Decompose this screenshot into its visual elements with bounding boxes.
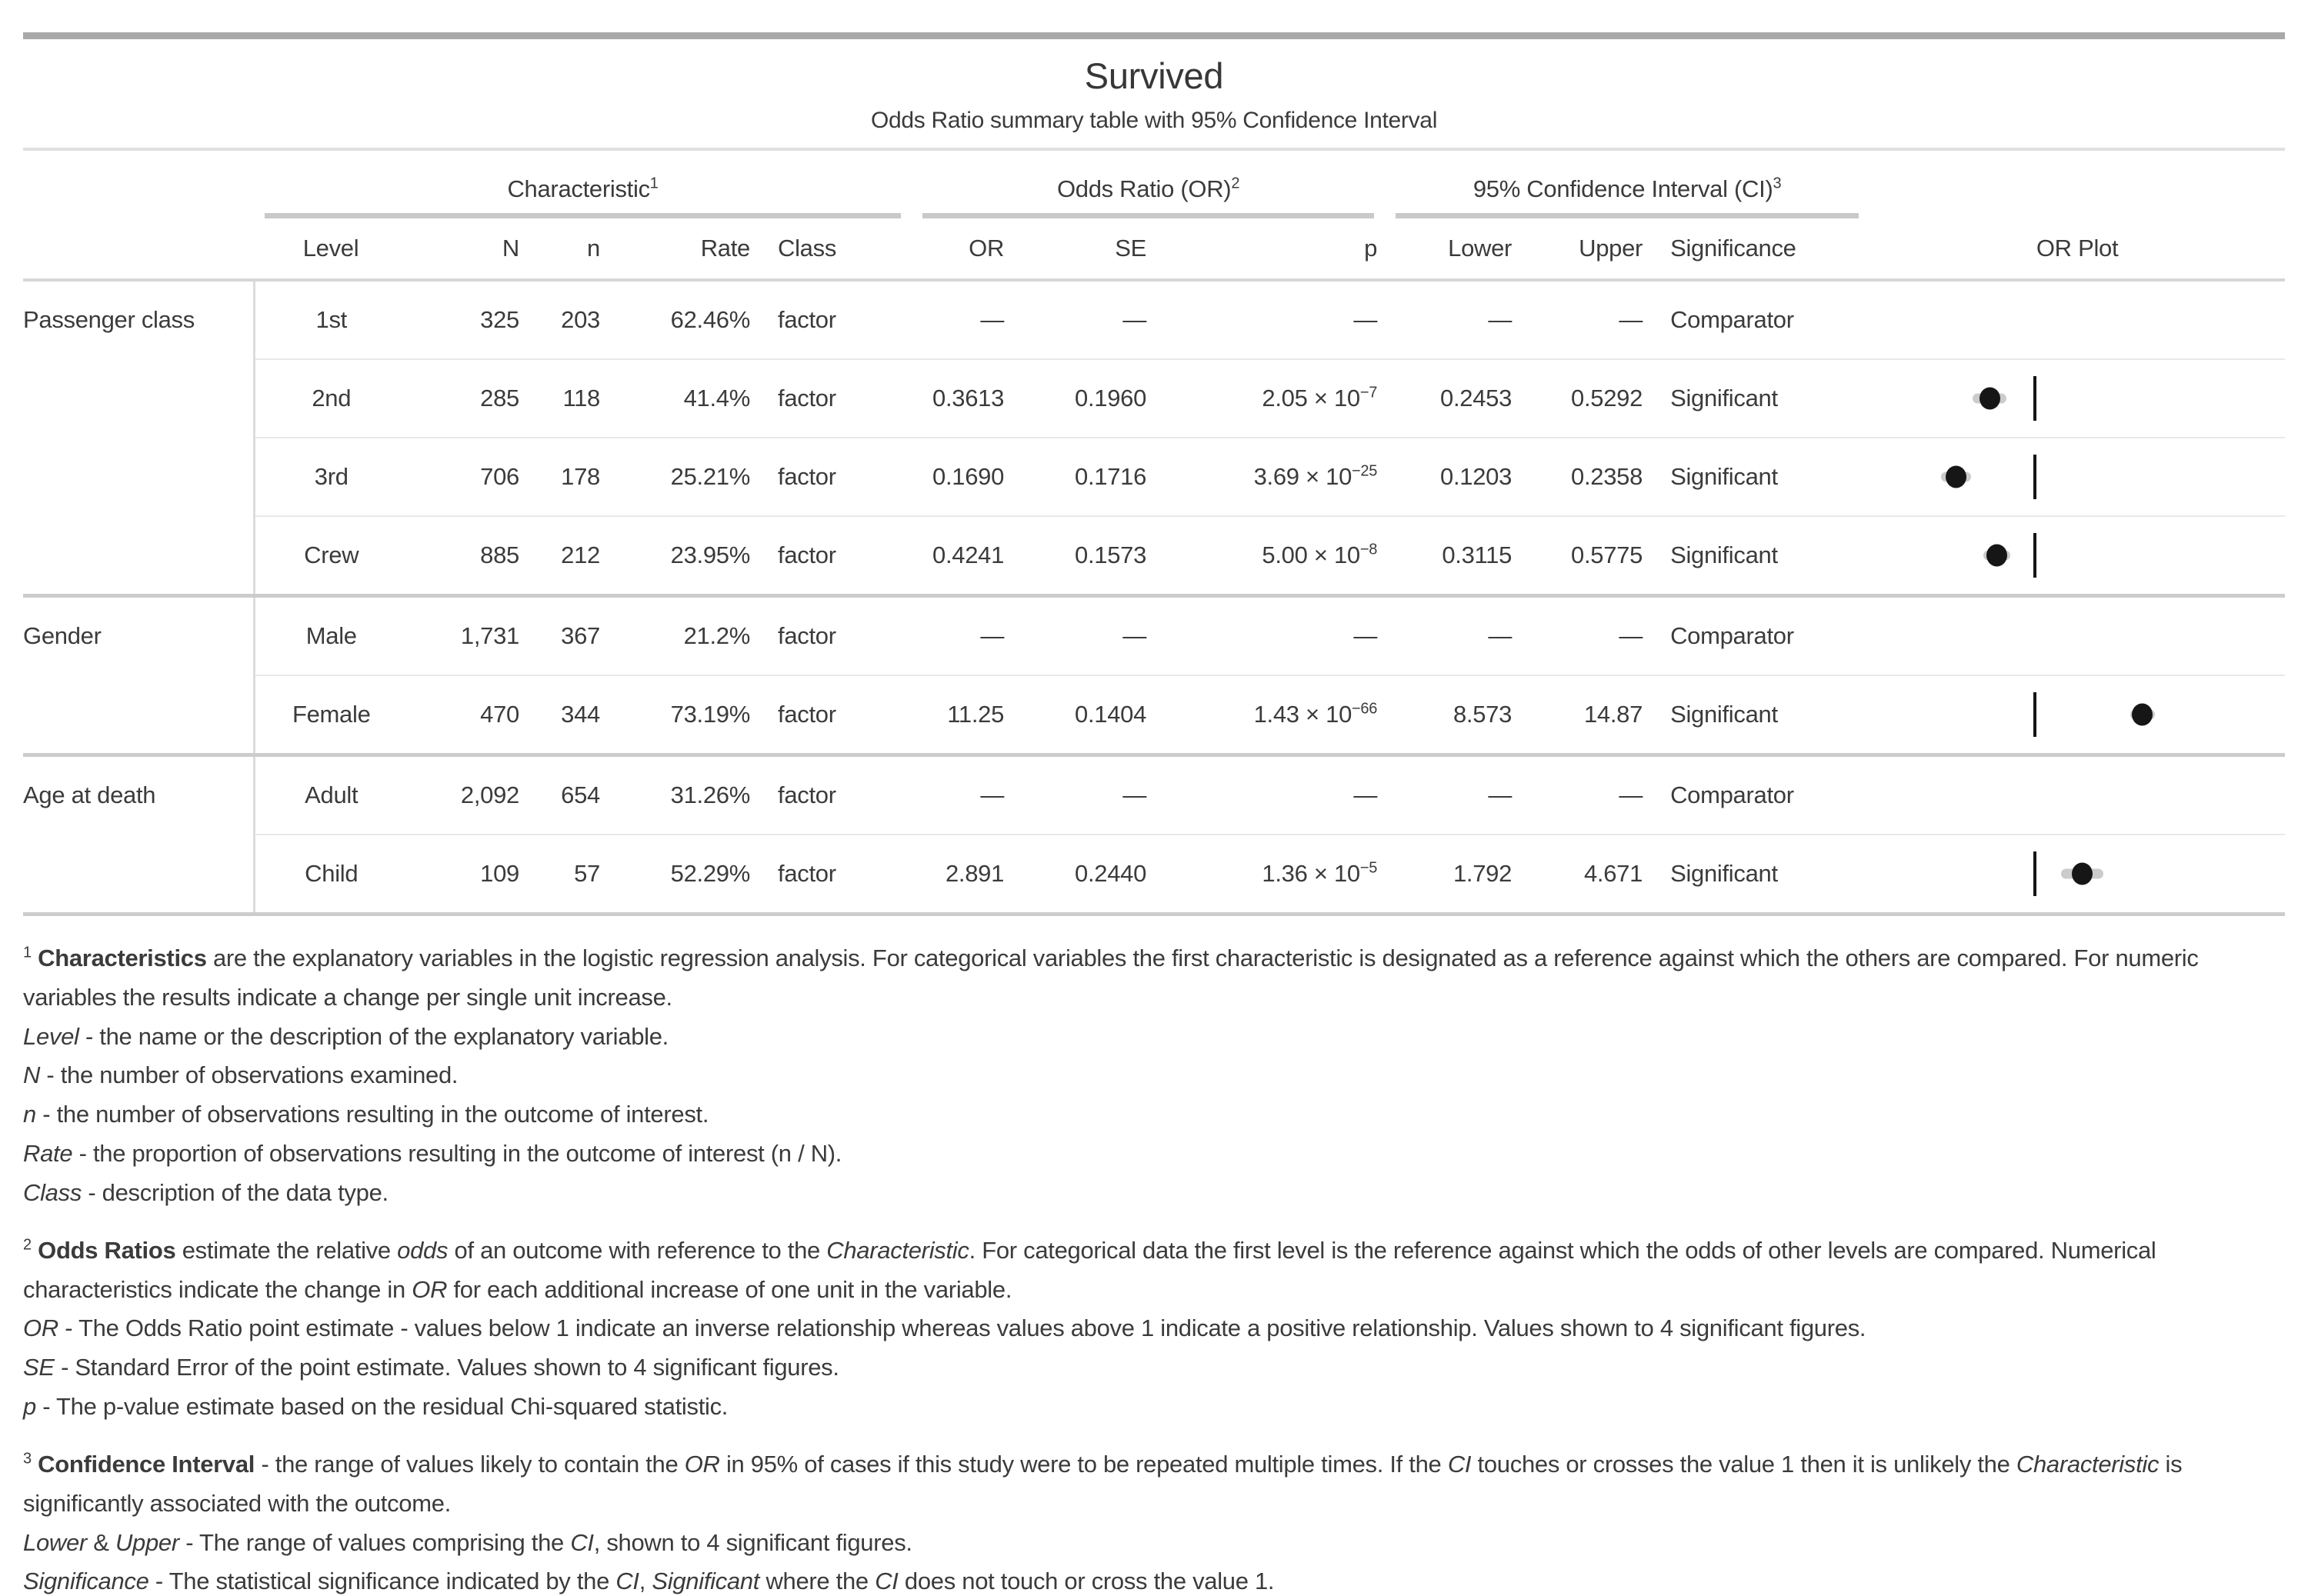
- top-rule: [23, 32, 2285, 39]
- spanner-spacer: [23, 151, 254, 218]
- group-label-gender: Gender: [23, 596, 254, 755]
- col-header-or-plot: OR Plot: [1869, 218, 2285, 280]
- table-row: [23, 835, 2285, 915]
- or-reference-line: [2033, 851, 2036, 896]
- page-subtitle: Odds Ratio summary table with 95% Confidence Interval: [23, 108, 2285, 151]
- cell-rate: 62.46%: [670, 306, 750, 333]
- footnote-line: $^1$ Characteristics are the explanatory variables in the logistic regression analysis. For categorical variables the first characteristic is designated as a reference against which the others are compared. For numeric variables the results indicate a change per single unit increase.: [23, 944, 2199, 1011]
- cell-or: —: [980, 306, 1005, 333]
- cell-level: 3rd: [254, 438, 408, 516]
- cell-N: 1,731: [460, 622, 519, 649]
- cell-level: 1st: [315, 306, 347, 333]
- cell-class: factor: [758, 835, 912, 915]
- col-header-level: Level: [254, 218, 408, 280]
- col-header-n: n: [527, 218, 608, 280]
- cell-n: 178: [527, 438, 608, 516]
- footnote-line: SE - Standard Error of the point estimate. Values shown to 4 significant figures.: [23, 1354, 839, 1381]
- or-reference-line: [2033, 692, 2036, 737]
- cell-level: Male: [305, 622, 357, 649]
- cell-n: 367: [561, 622, 600, 649]
- cell-p: —: [1353, 622, 1378, 649]
- cell-level: Crew: [254, 516, 408, 596]
- cell-n: 212: [527, 516, 608, 596]
- cell-or: —: [980, 622, 1005, 649]
- spanner-row: [23, 151, 2285, 218]
- footnote-mark-1: 1: [649, 175, 659, 192]
- or-plot: [1869, 598, 2285, 675]
- cell-p: $1.43 \times 10^{-66}$: [1154, 675, 1385, 755]
- cell-or-plot: [1869, 438, 2285, 516]
- cell-or: —: [980, 781, 1005, 808]
- cell-class: factor: [778, 306, 836, 333]
- or-plot: [1869, 757, 2285, 834]
- cell-significance: Comparator: [1670, 622, 1794, 649]
- col-header-upper: Upper: [1519, 218, 1650, 280]
- cell-significance: Significant: [1650, 675, 1869, 755]
- spanner-confidence-interval-label: 95% Confidence Interval (CI): [1473, 175, 1773, 202]
- cell-or-plot: [1869, 280, 2285, 359]
- cell-or: 2.891: [912, 835, 1012, 915]
- cell-upper: —: [1619, 306, 1643, 333]
- cell-n: 203: [561, 306, 600, 333]
- cell-or-plot: [1869, 755, 2285, 835]
- cell-lower: 8.573: [1385, 675, 1519, 755]
- cell-N: 706: [408, 438, 527, 516]
- cell-n: 344: [527, 675, 608, 755]
- footnote-line: Level - the name or the description of the explanatory variable.: [23, 1022, 669, 1050]
- cell-n: 654: [561, 781, 600, 808]
- footnote-line: p - The p-value estimate based on the residual Chi-squared statistic.: [23, 1393, 729, 1421]
- table-row: [23, 596, 2285, 676]
- cell-class: factor: [778, 781, 836, 808]
- spanner-odds-ratio: [912, 151, 1385, 218]
- cell-level: Adult: [305, 781, 359, 808]
- cell-significance: Significant: [1650, 359, 1869, 438]
- group-label-age-at-death: Age at death: [23, 755, 254, 915]
- cell-p: —: [1353, 306, 1378, 333]
- or-plot: [1869, 517, 2285, 594]
- cell-rate: 23.95%: [608, 516, 758, 596]
- group-label-passenger-class: Passenger class: [23, 280, 254, 596]
- cell-upper: 4.671: [1519, 835, 1650, 915]
- cell-upper: 0.5292: [1519, 359, 1650, 438]
- or-plot: [1869, 360, 2285, 437]
- cell-significance: Significant: [1650, 438, 1869, 516]
- col-header-se: SE: [1012, 218, 1154, 280]
- cell-lower: 0.3115: [1385, 516, 1519, 596]
- cell-N: 285: [408, 359, 527, 438]
- table-row: [23, 516, 2285, 596]
- cell-p: $2.05 \times 10^{-7}$: [1154, 359, 1385, 438]
- cell-p: —: [1353, 781, 1378, 808]
- cell-N: 2,092: [460, 781, 519, 808]
- cell-or: 0.4241: [912, 516, 1012, 596]
- col-header-or: OR: [912, 218, 1012, 280]
- footnote-mark-2: 2: [1231, 175, 1240, 192]
- or-point-estimate: [1986, 545, 2007, 567]
- col-header-class: Class: [758, 218, 912, 280]
- cell-N: 325: [480, 306, 519, 333]
- spanner-confidence-interval: [1385, 151, 1869, 218]
- footnote-line: Significance - The statistical significance indicated by the CI, Significant where the CI does not touch or cross the value 1.: [23, 1568, 1275, 1595]
- cell-or-plot: [1869, 359, 2285, 438]
- cell-or-plot: [1869, 835, 2285, 915]
- cell-lower: —: [1488, 306, 1513, 333]
- cell-lower: 1.792: [1385, 835, 1519, 915]
- or-reference-line: [2033, 533, 2036, 578]
- col-header-p: p: [1154, 218, 1385, 280]
- col-header-N: N: [408, 218, 527, 280]
- footnote-line: Rate - the proportion of observations resulting in the outcome of interest (n / N).: [23, 1140, 842, 1168]
- cell-N: 109: [408, 835, 527, 915]
- or-point-estimate: [2072, 863, 2093, 885]
- footnote-line: N - the number of observations examined.: [23, 1061, 459, 1089]
- footnote-line: $^3$ Confidence Interval - the range of values likely to contain the OR in 95% of cases if this study were to be repeated multiple times. If the CI touches or crosses the value 1 then it is unlikely the Characteristic is significantly associated with the outcome.: [23, 1450, 2183, 1517]
- cell-class: factor: [758, 675, 912, 755]
- cell-upper: —: [1619, 622, 1643, 649]
- footnote-characteristics: [23, 939, 2285, 1213]
- cell-class: factor: [758, 516, 912, 596]
- or-plot: [1869, 835, 2285, 912]
- cell-p: $1.36 \times 10^{-5}$: [1154, 835, 1385, 915]
- cell-rate: 41.4%: [608, 359, 758, 438]
- cell-rate: 21.2%: [683, 622, 750, 649]
- cell-class: factor: [758, 359, 912, 438]
- or-point-estimate: [1979, 388, 2000, 410]
- cell-significance: Significant: [1650, 835, 1869, 915]
- cell-lower: —: [1488, 622, 1513, 649]
- col-header-significance: Significance: [1650, 218, 1869, 280]
- cell-class: factor: [758, 438, 912, 516]
- or-point-estimate: [2132, 704, 2153, 726]
- footnote-line: Class - description of the data type.: [23, 1178, 389, 1206]
- cell-rate: 73.19%: [608, 675, 758, 755]
- or-point-estimate: [1946, 466, 1966, 488]
- cell-or-plot: [1869, 675, 2285, 755]
- cell-se: 0.2440: [1012, 835, 1154, 915]
- cell-lower: 0.2453: [1385, 359, 1519, 438]
- cell-N: 470: [408, 675, 527, 755]
- cell-n: 57: [527, 835, 608, 915]
- or-reference-line: [2033, 376, 2036, 421]
- cell-upper: 0.2358: [1519, 438, 1650, 516]
- cell-level: Child: [254, 835, 408, 915]
- table-row: [23, 438, 2285, 516]
- cell-or: 0.3613: [912, 359, 1012, 438]
- cell-se: —: [1122, 622, 1147, 649]
- cell-lower: 0.1203: [1385, 438, 1519, 516]
- col-header-lower: Lower: [1385, 218, 1519, 280]
- cell-rate: 31.26%: [670, 781, 750, 808]
- cell-se: 0.1960: [1012, 359, 1154, 438]
- or-plot: [1869, 676, 2285, 753]
- cell-or-plot: [1869, 516, 2285, 596]
- cell-se: 0.1573: [1012, 516, 1154, 596]
- footnote-odds-ratios: [23, 1231, 2285, 1427]
- footnote-line: n - the number of observations resulting in the outcome of interest.: [23, 1101, 709, 1128]
- cell-se: —: [1122, 306, 1147, 333]
- cell-p: $5.00 \times 10^{-8}$: [1154, 516, 1385, 596]
- spanner-spacer: [1869, 151, 2285, 218]
- cell-lower: —: [1488, 781, 1513, 808]
- cell-or-plot: [1869, 596, 2285, 676]
- cell-level: Female: [254, 675, 408, 755]
- cell-level: 2nd: [254, 359, 408, 438]
- footnotes: [23, 916, 2285, 1596]
- cell-class: factor: [778, 622, 836, 649]
- footnote-line: Lower & Upper - The range of values comprising the CI, shown to 4 significant figures.: [23, 1528, 912, 1556]
- spanner-characteristic: [254, 151, 912, 218]
- table-row: [23, 675, 2285, 755]
- cell-or: 0.1690: [912, 438, 1012, 516]
- cell-upper: —: [1619, 781, 1643, 808]
- cell-n: 118: [527, 359, 608, 438]
- spanner-odds-ratio-label: Odds Ratio (OR): [1056, 175, 1232, 202]
- cell-or: 11.25: [912, 675, 1012, 755]
- column-header-row: [23, 218, 2285, 280]
- cell-upper: 14.87: [1519, 675, 1650, 755]
- cell-se: —: [1122, 781, 1147, 808]
- cell-se: 0.1716: [1012, 438, 1154, 516]
- footnote-line: $^2$ Odds Ratios estimate the relative odds of an outcome with reference to the Characteristic. For categorical data the first level is the reference against which the odds of other levels are compared. Numerical characteristics indicate the change in OR for each additional increase of one unit in the variable.: [23, 1236, 2156, 1303]
- spanner-characteristic-label: Characteristic: [507, 175, 650, 202]
- or-reference-line: [2033, 455, 2036, 499]
- cell-rate: 52.29%: [608, 835, 758, 915]
- cell-N: 885: [408, 516, 527, 596]
- footnote-mark-3: 3: [1773, 175, 1782, 192]
- col-header-spacer: [23, 218, 254, 280]
- odds-ratio-table: [23, 151, 2285, 916]
- col-header-rate: Rate: [608, 218, 758, 280]
- cell-significance: Comparator: [1670, 306, 1794, 333]
- table-row: [23, 280, 2285, 359]
- or-plot: [1869, 282, 2285, 358]
- page-title: Survived: [1084, 55, 1224, 96]
- cell-rate: 25.21%: [608, 438, 758, 516]
- or-plot: [1869, 438, 2285, 515]
- cell-se: 0.1404: [1012, 675, 1154, 755]
- cell-significance: Significant: [1650, 516, 1869, 596]
- table-row: [23, 755, 2285, 835]
- table-row: [23, 359, 2285, 438]
- cell-upper: 0.5775: [1519, 516, 1650, 596]
- cell-p: $3.69 \times 10^{-25}$: [1154, 438, 1385, 516]
- cell-significance: Comparator: [1670, 781, 1794, 808]
- footnote-confidence-interval: [23, 1445, 2285, 1596]
- footnote-line: OR - The Odds Ratio point estimate - values below 1 indicate an inverse relationship whereas values above 1 indicate a positive relationship. Values shown to 4 significant figures.: [23, 1314, 1866, 1342]
